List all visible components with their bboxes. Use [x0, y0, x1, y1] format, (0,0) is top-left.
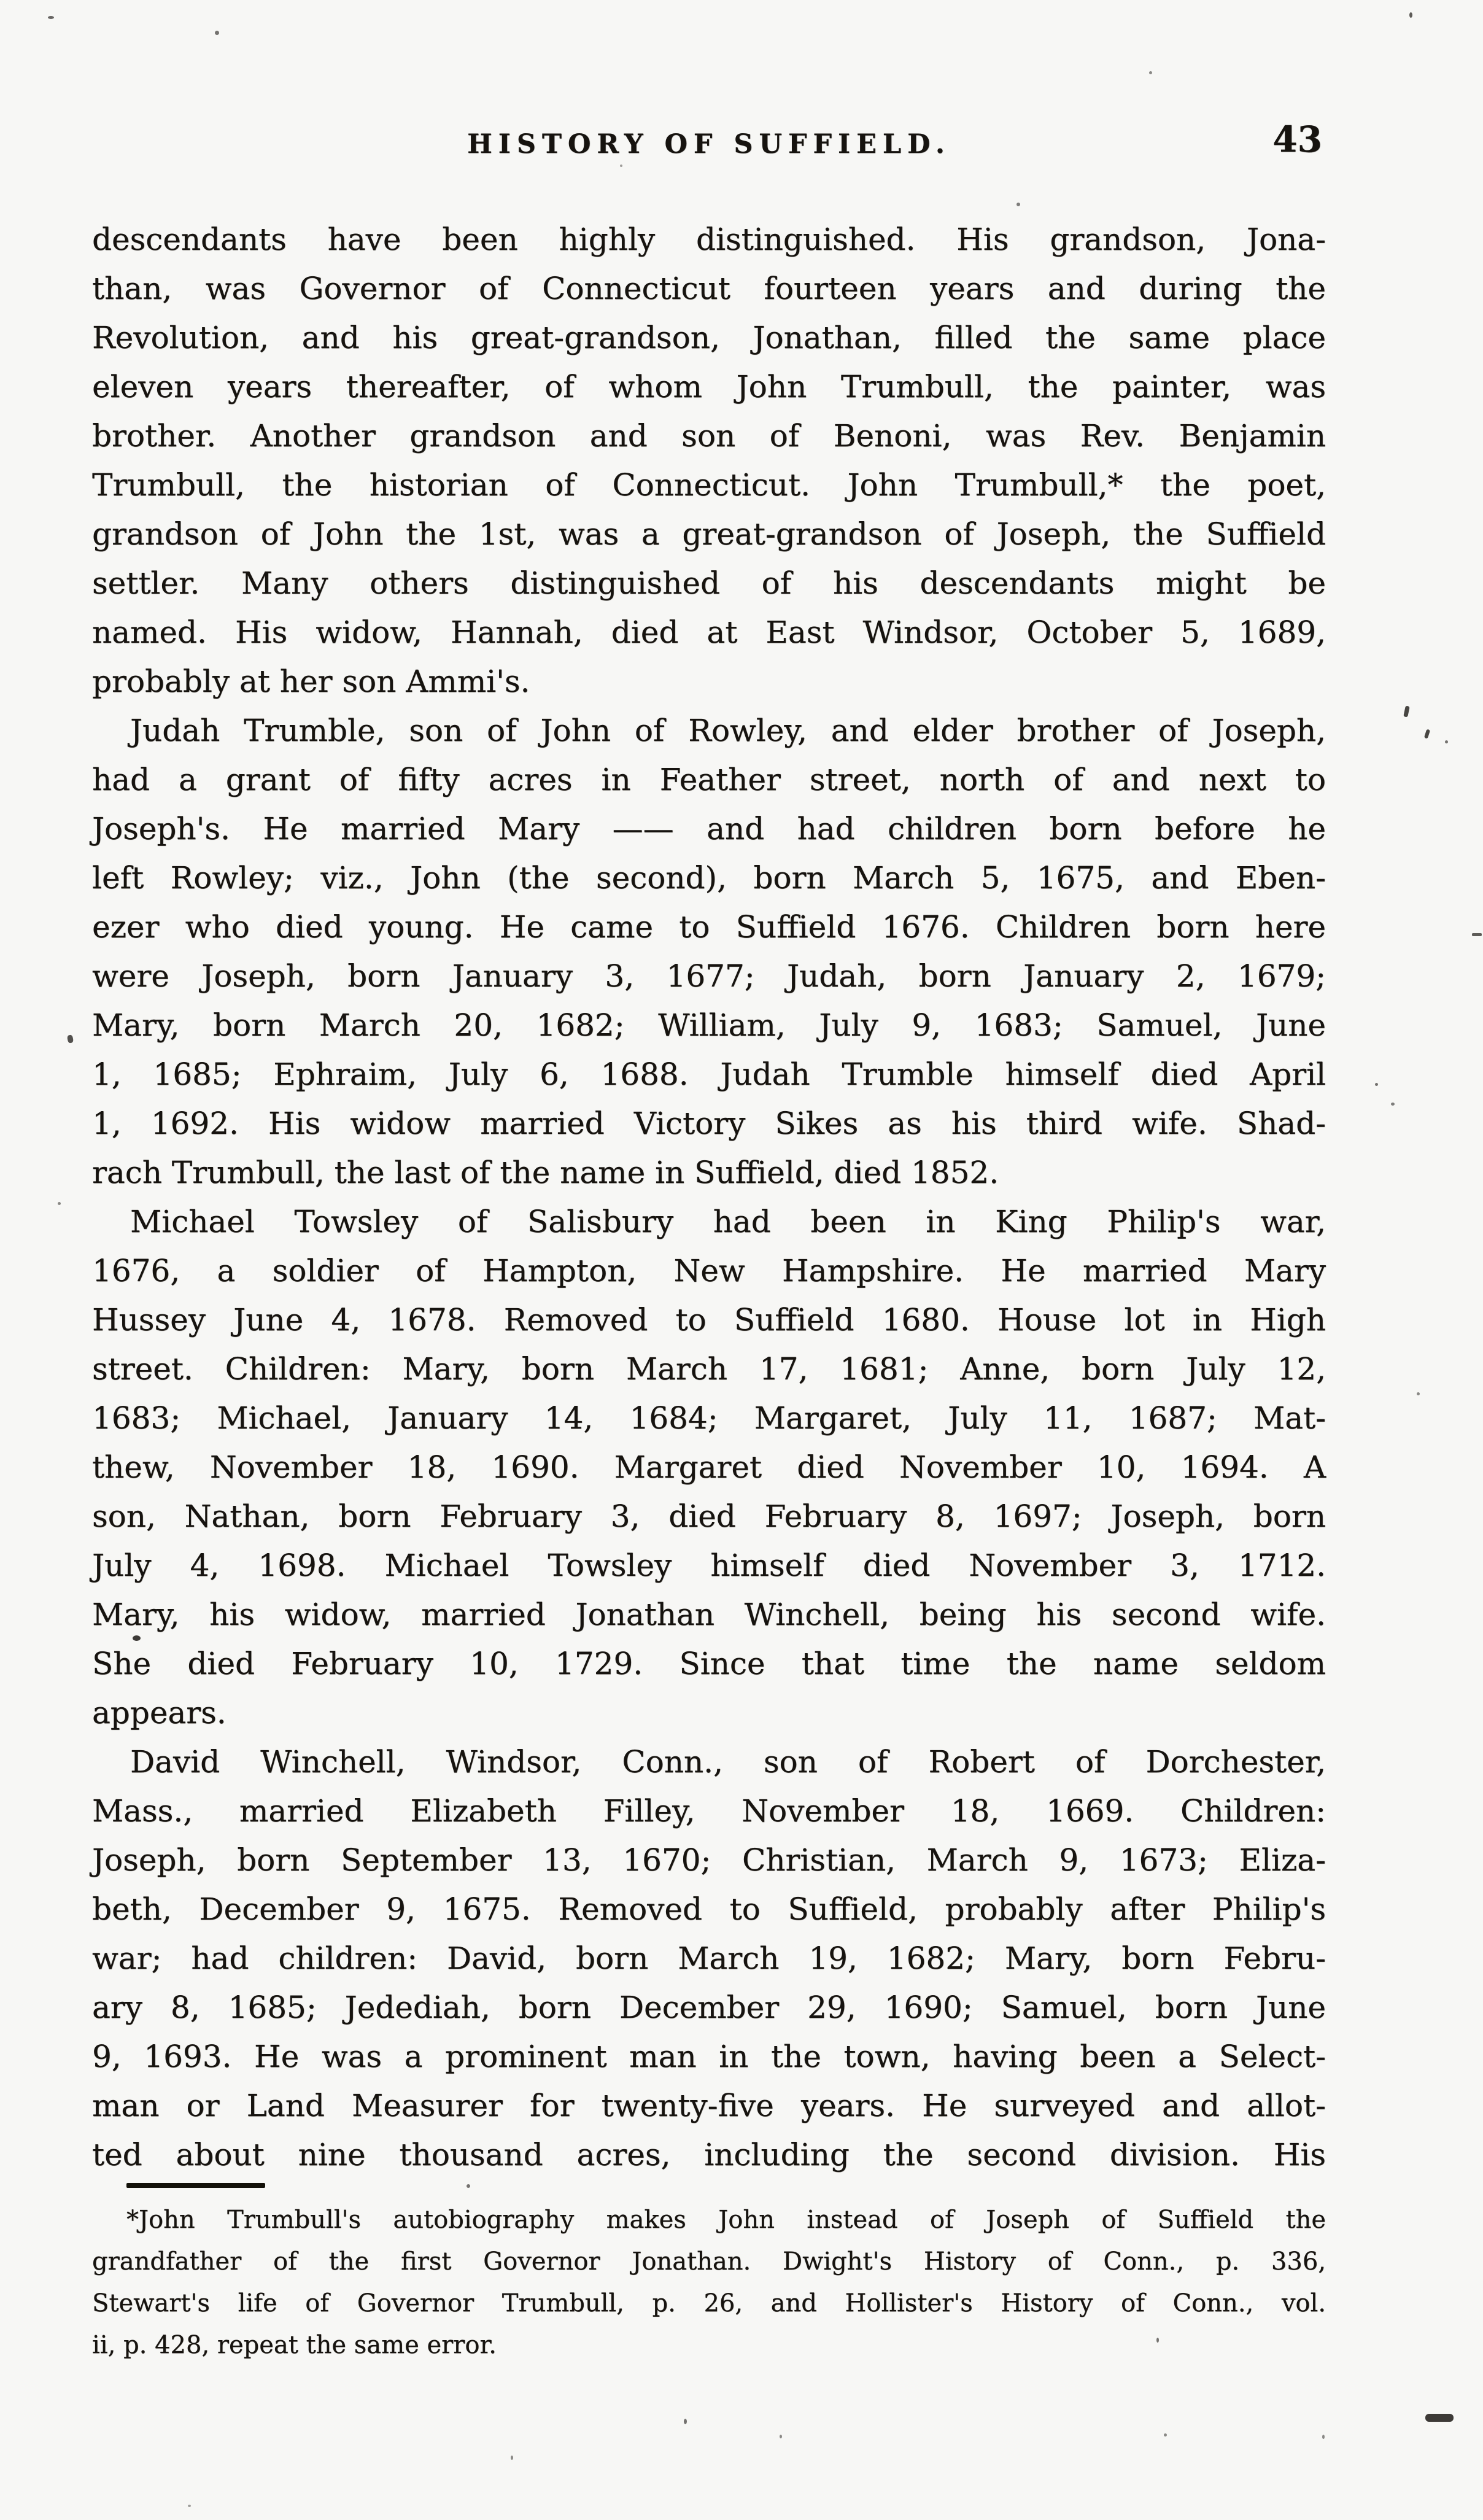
page-number: 43	[1272, 118, 1322, 160]
text-line: Hussey June 4, 1678. Removed to Suffield 1680. House lot in High	[92, 1302, 1326, 1338]
text-line: David Winchell, Windsor, Conn., son of Robert of Dorchester,	[130, 1744, 1326, 1780]
page-header	[92, 118, 1326, 166]
text-line: Mass., married Elizabeth Filley, November 18, 1669. Children:	[92, 1793, 1326, 1829]
text-line: had a grant of fifty acres in Feather street, north of and next to	[92, 762, 1326, 797]
scan-speck	[48, 16, 54, 19]
text-line: Revolution, and his great-grandson, Jonathan, filled the same place	[92, 320, 1326, 355]
text-line: She died February 10, 1729. Since that time the name seldom	[92, 1646, 1326, 1681]
scan-speck	[1409, 12, 1412, 18]
text-line: Mary, his widow, married Jonathan Winchell, being his second wife.	[92, 1597, 1326, 1632]
scan-speck	[1375, 1083, 1378, 1086]
paragraph	[92, 706, 1326, 1197]
text-line: 1683; Michael, January 14, 1684; Margaret, July 11, 1687; Mat-	[92, 1400, 1326, 1436]
text-line: July 4, 1698. Michael Towsley himself died November 3, 1712.	[92, 1548, 1326, 1583]
text-line: Trumbull, the historian of Connecticut. John Trumbull,* the poet,	[92, 467, 1326, 503]
paragraph	[92, 1737, 1326, 2179]
text-line: named. His widow, Hannah, died at East Windsor, October 5, 1689,	[92, 614, 1326, 650]
scan-speck	[1156, 2338, 1159, 2343]
text-line: grandson of John the 1st, was a great-grandson of Joseph, the Suffield	[92, 516, 1326, 552]
page-content	[92, 0, 1326, 2520]
scan-speck	[1403, 705, 1410, 717]
scan-speck	[684, 2419, 687, 2424]
footnote-line: ii, p. 428, repeat the same error.	[92, 2331, 497, 2359]
text-line: descendants have been highly distinguished. His grandson, Jona-	[92, 222, 1326, 257]
footnote-line: Stewart's life of Governor Trumbull, p. 26, and Hollister's History of Conn., vol.	[92, 2289, 1326, 2317]
scan-speck	[1149, 71, 1152, 74]
text-line: ary 8, 1685; Jedediah, born December 29, 1690; Samuel, born June	[92, 1990, 1326, 2025]
text-line: Joseph's. He married Mary —— and had children born before he	[92, 811, 1326, 847]
scan-speck	[67, 1034, 74, 1043]
footnote-line: grandfather of the first Governor Jonathan. Dwight's History of Conn., p. 336,	[92, 2247, 1326, 2276]
text-line: war; had children: David, born March 19, 1682; Mary, born Febru-	[92, 1940, 1326, 1976]
scan-speck	[1472, 933, 1482, 936]
scan-speck	[780, 2435, 782, 2438]
footnote-text	[92, 2199, 1326, 2366]
text-line: street. Children: Mary, born March 17, 1681; Anne, born July 12,	[92, 1351, 1326, 1387]
scan-speck	[215, 31, 219, 35]
text-line: 1, 1685; Ephraim, July 6, 1688. Judah Trumble himself died April	[92, 1056, 1326, 1092]
footnote-rule	[126, 2183, 265, 2188]
scan-speck	[511, 2456, 513, 2460]
text-line: son, Nathan, born February 3, died February 8, 1697; Joseph, born	[92, 1498, 1326, 1534]
text-line: Michael Towsley of Salisbury had been in King Philip's war,	[130, 1204, 1326, 1239]
text-line: thew, November 18, 1690. Margaret died November 10, 1694. A	[92, 1449, 1326, 1485]
text-line: appears.	[92, 1695, 227, 1731]
scan-speck	[188, 2505, 191, 2507]
paragraph	[92, 1197, 1326, 1737]
text-line: ezer who died young. He came to Suffield 1676. Children born here	[92, 909, 1326, 945]
text-line: left Rowley; viz., John (the second), born March 5, 1675, and Eben-	[92, 860, 1326, 896]
scan-speck	[1425, 2414, 1454, 2422]
text-line: ted about nine thousand acres, including the second division. His	[92, 2137, 1326, 2173]
text-line: 1676, a soldier of Hampton, New Hampshire. He married Mary	[92, 1253, 1326, 1289]
scan-speck	[133, 1635, 141, 1641]
text-line: Joseph, born September 13, 1670; Christian, March 9, 1673; Eliza-	[92, 1842, 1326, 1878]
text-line: Judah Trumble, son of John of Rowley, and elder brother of Joseph,	[130, 713, 1326, 748]
scan-speck	[1164, 2433, 1167, 2437]
text-line: beth, December 9, 1675. Removed to Suffield, probably after Philip's	[92, 1891, 1326, 1927]
scan-speck	[1322, 2435, 1325, 2439]
scan-speck	[1417, 1392, 1420, 1395]
scan-speck	[1424, 729, 1430, 739]
scan-speck	[620, 165, 622, 167]
text-line: eleven years thereafter, of whom John Trumbull, the painter, was	[92, 369, 1326, 405]
scan-speck	[467, 2184, 470, 2188]
text-line: brother. Another grandson and son of Benoni, was Rev. Benjamin	[92, 418, 1326, 454]
body-text	[92, 215, 1326, 2179]
running-header-title: HISTORY OF SUFFIELD.	[467, 129, 951, 160]
text-line: settler. Many others distinguished of his descendants might be	[92, 565, 1326, 601]
text-line: rach Trumbull, the last of the name in Suffield, died 1852.	[92, 1155, 999, 1190]
scan-speck	[1445, 740, 1448, 743]
paragraph	[92, 215, 1326, 706]
scan-speck	[1391, 1103, 1395, 1106]
text-line: probably at her son Ammi's.	[92, 664, 530, 699]
footnote-line: *John Trumbull's autobiography makes John instead of Joseph of Suffield the	[126, 2206, 1326, 2234]
text-line: were Joseph, born January 3, 1677; Judah, born January 2, 1679;	[92, 958, 1326, 994]
text-line: 9, 1693. He was a prominent man in the town, having been a Select-	[92, 2039, 1326, 2074]
text-line: man or Land Measurer for twenty-five years. He surveyed and allot-	[92, 2088, 1326, 2123]
scan-speck	[1016, 203, 1020, 206]
text-line: than, was Governor of Connecticut fourteen years and during the	[92, 271, 1326, 306]
text-line: 1, 1692. His widow married Victory Sikes as his third wife. Shad-	[92, 1106, 1326, 1141]
scan-speck	[58, 1202, 61, 1205]
text-line: Mary, born March 20, 1682; William, July 9, 1683; Samuel, June	[92, 1007, 1326, 1043]
